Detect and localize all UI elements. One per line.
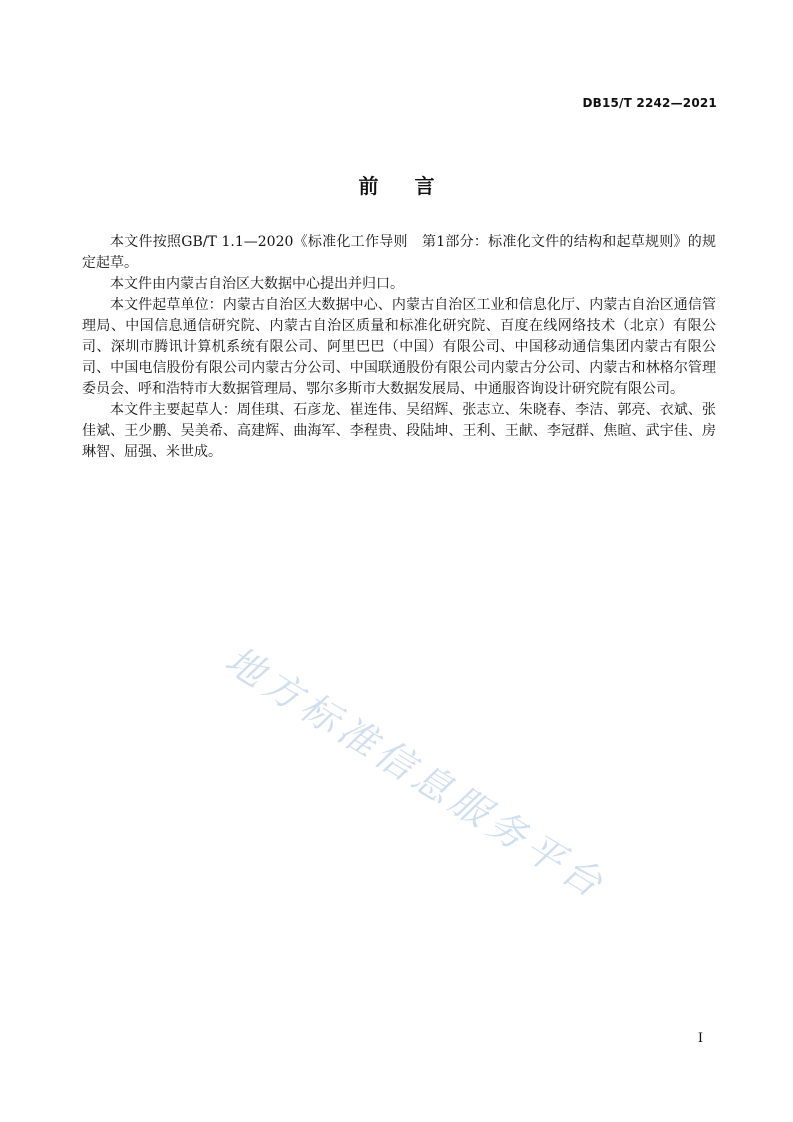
standard-code: DB15/T 2242—2021 xyxy=(582,96,717,110)
paragraph-drafting-units: 本文件起草单位：内蒙古自治区大数据中心、内蒙古自治区工业和信息化厅、内蒙古自治区通信管理局、中国信息通信研究院、内蒙古自治区质量和标准化研究院、百度在线网络技术（北京）有限公司、深圳市腾讯计算机系统有限公司、阿里巴巴（中国）有限公司、中国移动通信集团内蒙古有限公司、中国电信股份有限公司内蒙古分公司、中国联通股份有限公司内蒙古分公司、内蒙古和林格尔管理委员会、呼和浩特市大数据管理局、鄂尔多斯市大数据发展局、中通服咨询设计研究院有限公司。 xyxy=(82,297,716,397)
page-number: I xyxy=(697,1031,703,1046)
paragraph-drafters: 本文件主要起草人：周佳琪、石彦龙、崔连伟、吴绍辉、张志立、朱晓春、李洁、郭亮、衣斌、张佳斌、王少鹏、吴美希、高建辉、曲海军、李程贵、段陆坤、王利、王献、李冠群、焦暄、武宇佳、房琳智、屈强、米世成。 xyxy=(82,402,716,460)
paragraph-drafting-rules: 本文件按照GB/T 1.1—2020《标准化工作导则 第1部分：标准化文件的结构和起草规则》的规定起草。 xyxy=(82,234,716,271)
foreword-body xyxy=(82,232,716,463)
page-title: 前言 xyxy=(358,174,471,198)
watermark: 地方标准信息服务平台 xyxy=(217,637,615,909)
paragraph-proposer: 本文件由内蒙古自治区大数据中心提出并归口。 xyxy=(110,276,404,292)
